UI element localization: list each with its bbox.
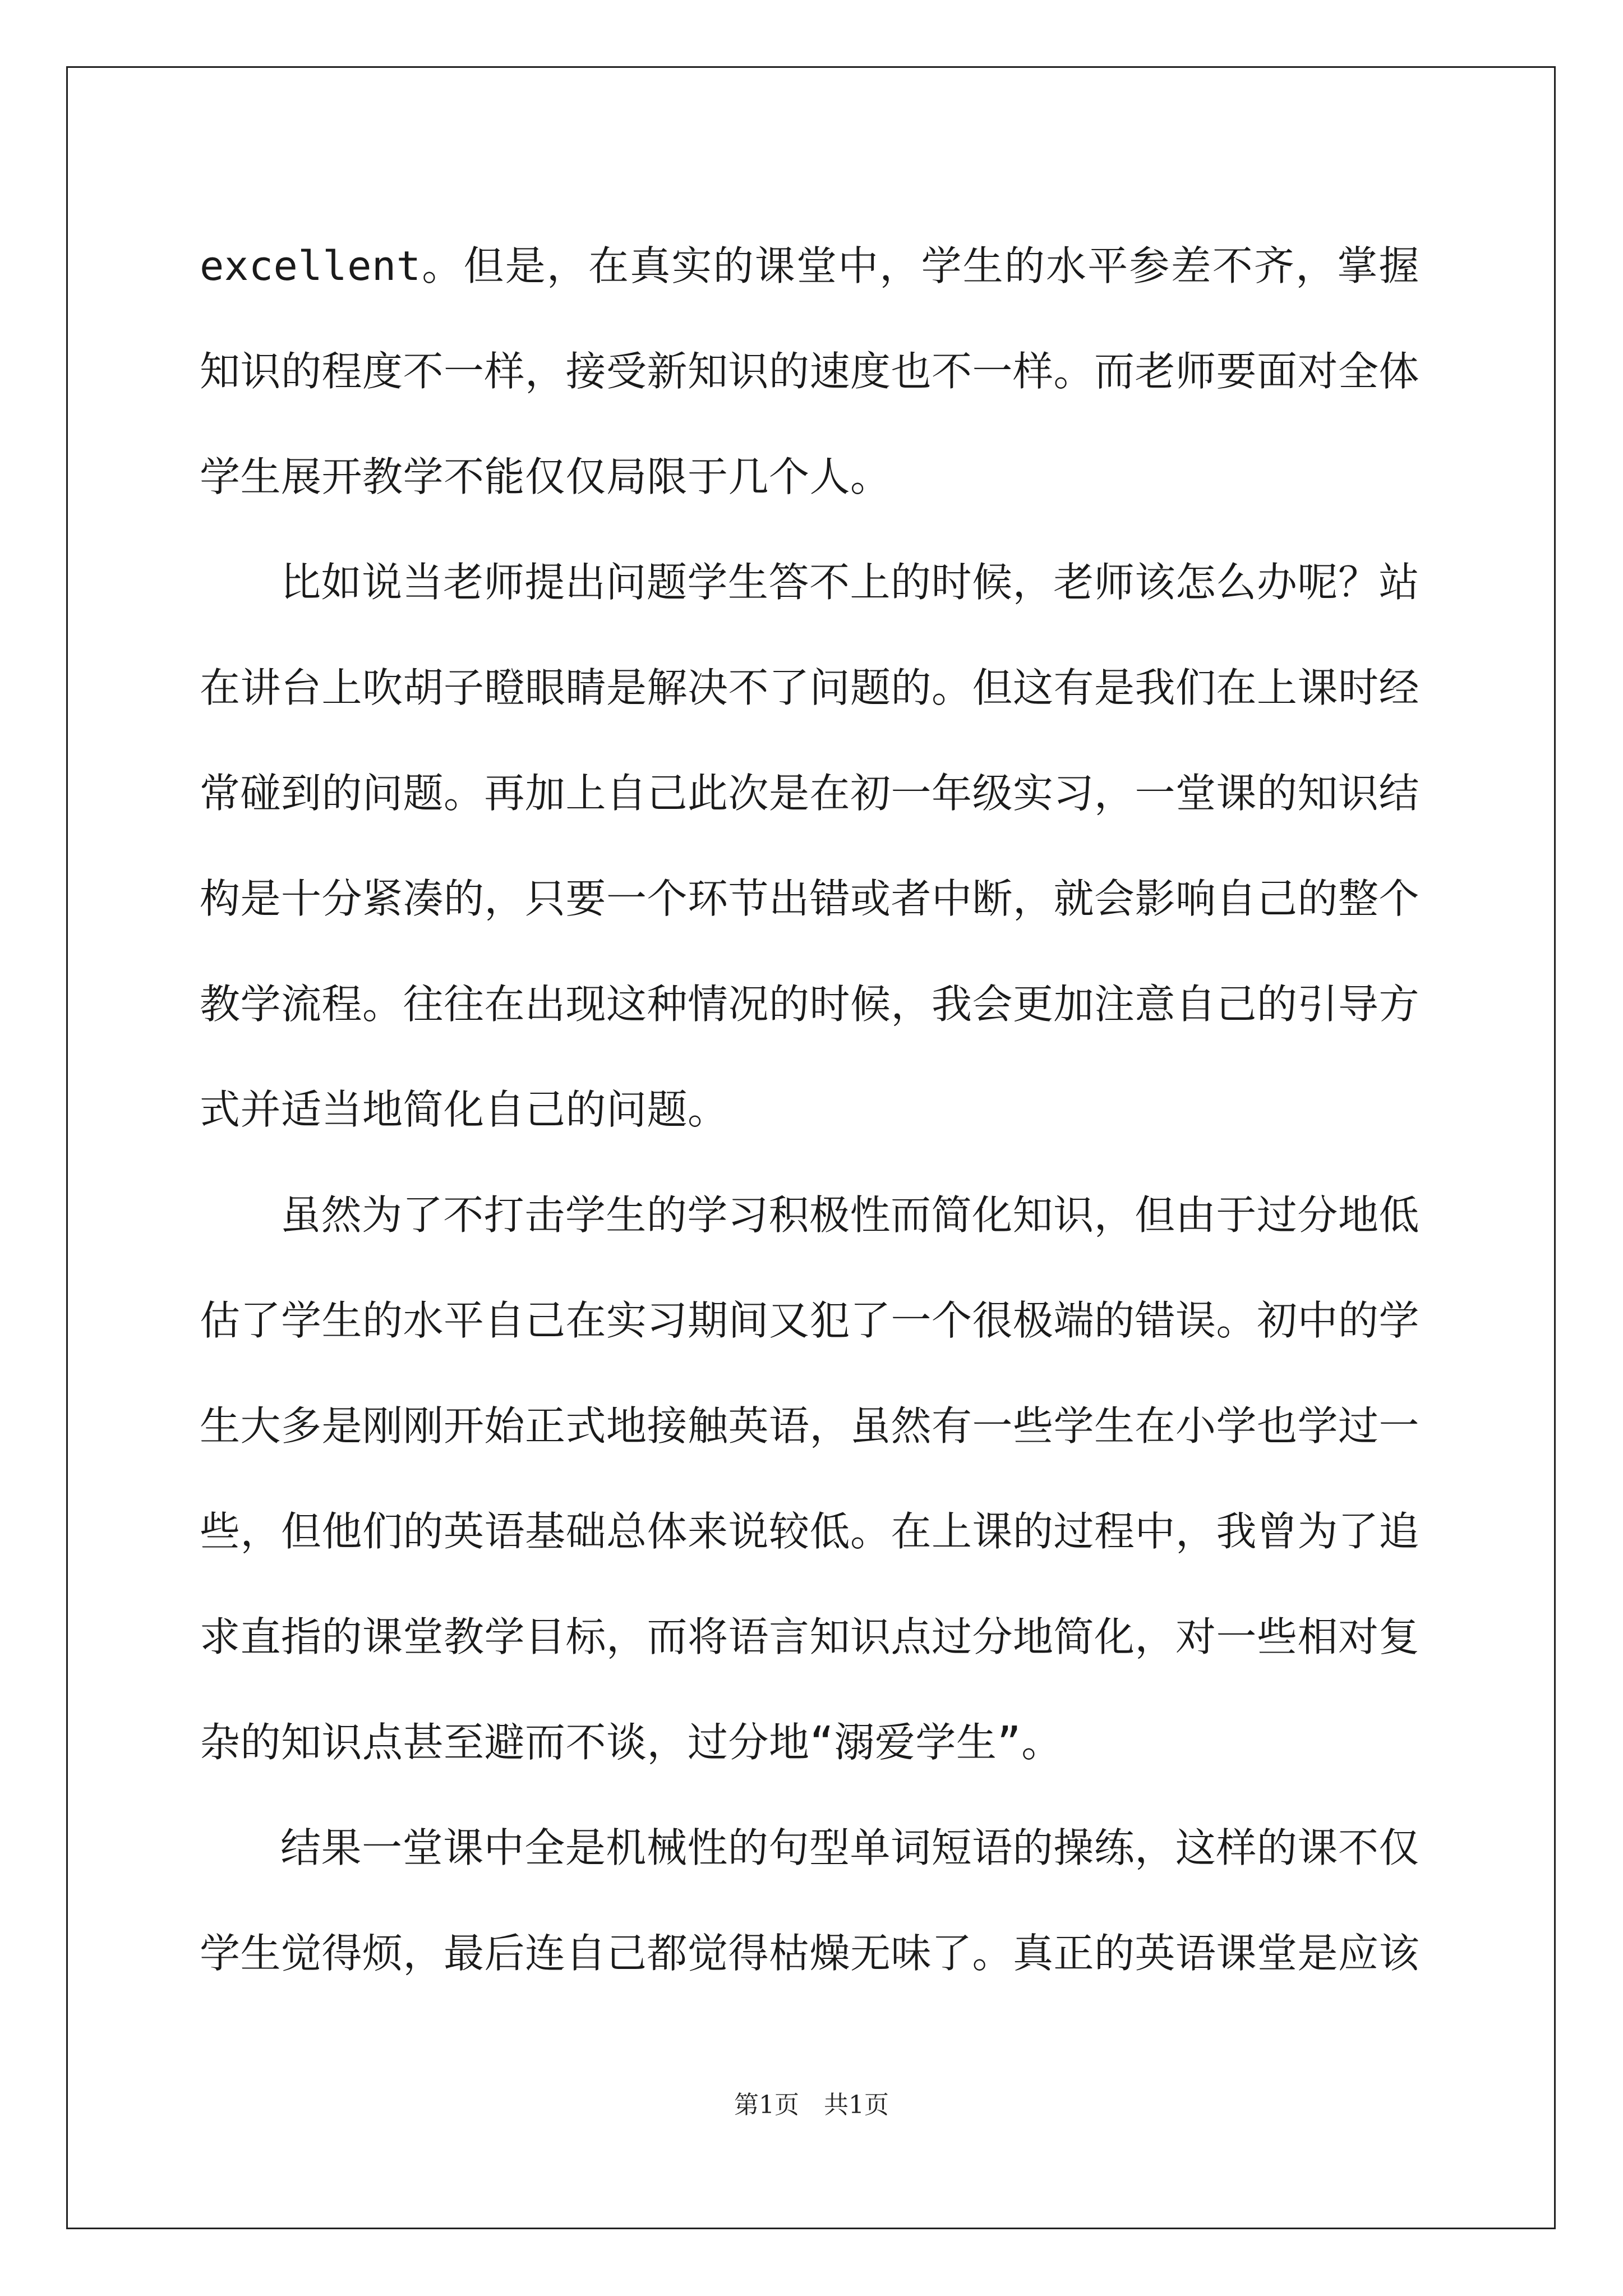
document-body (200, 213, 1419, 2006)
paragraph: 虽然为了不打击学生的学习积极性而简化知识，但由于过分地低估了学生的水平自己在实习期间又犯了一个很极端的错误。初中的学生大多是刚刚开始正式地接触英语，虽然有一些学生在小学也学过一些，但他们的英语基础总体来说较低。在上课的过程中，我曾为了追求直指的课堂教学目标，而将语言知识点过分地简化，对一些相对复杂的知识点甚至避而不谈，过分地“溺爱学生”。 (200, 1191, 1420, 1766)
paragraph: 比如说当老师提出问题学生答不上的时候，老师该怎么办呢？站在讲台上吹胡子瞪眼睛是解决不了问题的。但这有是我们在上课时经常碰到的问题。再加上自己此次是在初一年级实习，一堂课的知识结构是十分紧凑的，只要一个环节出错或者中断，就会影响自己的整个教学流程。往往在出现这种情况的时候，我会更加注意自己的引导方式并适当地简化自己的问题。 (200, 559, 1420, 1133)
paragraph-continued: excellent。但是，在真实的课堂中，学生的水平参差不齐，掌握知识的程度不一样，接受新知识的速度也不一样。而老师要面对全体学生展开教学不能仅仅局限于几个人。 (200, 242, 1420, 500)
paragraph: 结果一堂课中全是机械性的句型单词短语的操练，这样的课不仅学生觉得烦，最后连自己都觉得枯燥无味了。真正的英语课堂是应该 (200, 1824, 1420, 1977)
page-number-footer: 第1页 共1页 (734, 2091, 889, 2119)
